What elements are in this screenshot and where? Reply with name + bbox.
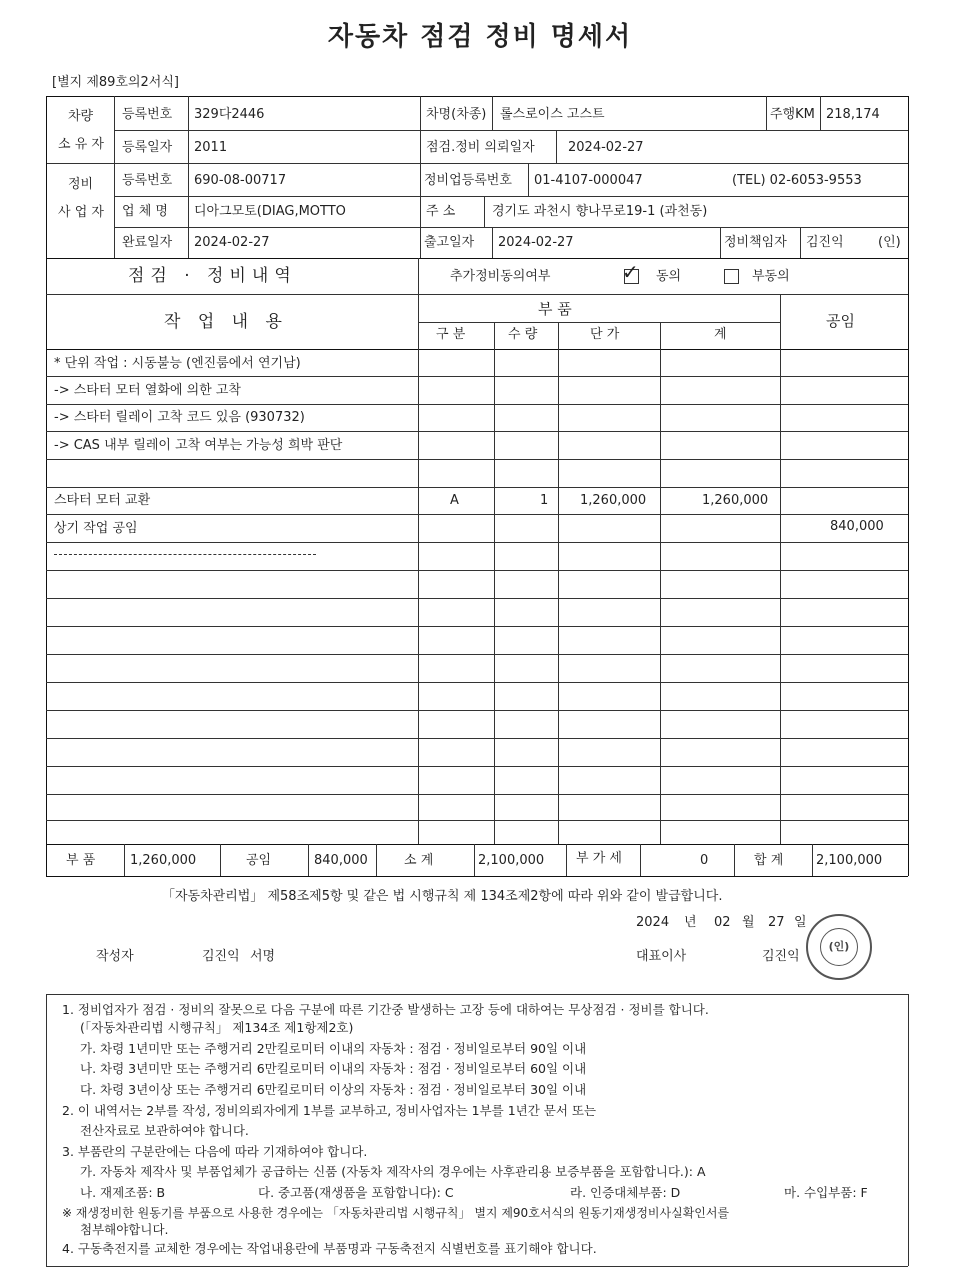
address-label: 주 소 <box>426 204 456 219</box>
dashed-divider <box>54 554 316 555</box>
biz-reg-label: 정비업등록번호 <box>424 173 512 188</box>
work-row-type: A <box>450 493 459 508</box>
writer-label: 작성자 <box>96 949 134 964</box>
issue-statement: 「자동차관리법」 제58조제5항 및 같은 법 시행규칙 제 134조제2항에 따라 위와 같이 발급합니다. <box>162 889 723 904</box>
release-date-label: 출고일자 <box>424 235 475 250</box>
note-line: 전산자료로 보관하여야 합니다. <box>80 1123 249 1138</box>
issue-year: 2024 <box>636 915 670 930</box>
company-name: 디아그모토(DIAG,MOTTO <box>194 204 346 219</box>
note-line: 나. 차령 3년미만 또는 주행거리 6만킬로미터 이내의 자동차 : 점검 · 정비일로부터 60일 이내 <box>80 1061 587 1076</box>
work-content-header: 작 업 내 용 <box>164 312 288 332</box>
issue-day-unit: 일 <box>794 915 807 930</box>
address-value: 경기도 과천시 향나무로19-1 (과천동) <box>492 204 708 219</box>
total-parts-value: 1,260,000 <box>130 853 197 868</box>
type-header: 구 분 <box>436 327 466 342</box>
grand-total-label: 합 계 <box>754 853 784 868</box>
subtotal-label: 소 계 <box>404 853 434 868</box>
issue-month-unit: 월 <box>742 915 755 930</box>
manager-seal-mark: (인) <box>878 235 901 250</box>
note-line: 라. 인증대체부품: D <box>570 1185 681 1200</box>
business-reg-no: 690-08-00717 <box>194 173 287 188</box>
note-line: 2. 이 내역서는 2부를 작성, 정비의뢰자에게 1부를 교부하고, 정비사업자는 1부를 1년간 문서 또는 <box>62 1103 597 1118</box>
total-parts-label: 부 품 <box>66 853 96 868</box>
document-title: 자동차 점검 정비 명세서 <box>327 22 633 52</box>
work-row-qty: 1 <box>540 493 549 508</box>
note-line: (「자동차관리법 시행규칙」 제134조 제1항제2호) <box>80 1020 354 1035</box>
manager-label: 정비책임자 <box>724 235 787 250</box>
work-row-desc: -> 스타터 릴레이 고착 코드 있음 (930732) <box>54 410 305 425</box>
note-line: 3. 부품란의 구분란에는 다음에 따라 기재하여야 합니다. <box>62 1144 368 1159</box>
release-date: 2024-02-27 <box>498 235 574 250</box>
ceo-name: 김진익 <box>762 949 800 964</box>
issue-month: 02 <box>714 915 731 930</box>
disagree-checkbox[interactable] <box>724 269 739 284</box>
done-date-label: 완료일자 <box>122 235 173 250</box>
work-row-desc: 스타터 모터 교환 <box>54 493 151 508</box>
subtotal-value: 2,100,000 <box>478 853 545 868</box>
note-line: 1. 정비업자가 점검 · 정비의 잘못으로 다음 구분에 따른 기간중 발생하는 고장 등에 대하여는 무상점검 · 정비를 합니다. <box>62 1002 709 1017</box>
owner-label-1: 차량 <box>68 109 94 124</box>
note-line: ※ 재생정비한 원동기를 부품으로 사용한 경우에는 「자동차관리법 시행규칙」 별지 제90호서식의 원동기재생정비사실확인서를 <box>62 1206 730 1220</box>
work-row-desc: -> CAS 내부 릴레이 고착 여부는 가능성 희박 판단 <box>54 438 343 453</box>
total-labor-label: 공임 <box>246 853 272 868</box>
unit-price-header: 단 가 <box>590 327 620 342</box>
mileage-value: 218,174 <box>826 107 880 122</box>
car-name: 롤스로이스 고스트 <box>500 107 605 122</box>
work-section-title: 점검 · 정비내역 <box>128 266 297 286</box>
ceo-label: 대표이사 <box>636 949 687 964</box>
note-line: 다. 차령 3년이상 또는 주행거리 6만킬로미터 이상의 자동차 : 점검 · 정비일로부터 30일 이내 <box>80 1082 587 1097</box>
issue-day: 27 <box>768 915 785 930</box>
business-reg-no-label: 등록번호 <box>122 173 173 188</box>
labor-header: 공임 <box>826 312 855 330</box>
note-line: 첨부해야합니다. <box>80 1222 169 1237</box>
work-row-desc: 상기 작업 공임 <box>54 521 138 536</box>
request-date: 2024-02-27 <box>568 140 644 155</box>
work-row-desc: * 단위 작업 : 시동불능 (엔진룸에서 연기남) <box>54 356 301 371</box>
total-labor-value: 840,000 <box>314 853 368 868</box>
biz-reg-no: 01-4107-000047 <box>534 173 643 188</box>
vat-label: 부 가 세 <box>576 851 622 866</box>
check-mark-icon: ✓ <box>622 260 639 284</box>
note-line: 가. 자동차 제작사 및 부품업체가 공급하는 신품 (자동차 제작사의 경우에는 사후관리용 보증부품을 포함합니다.): A <box>80 1164 706 1179</box>
owner-reg-no: 329다2446 <box>194 107 265 122</box>
grand-total-value: 2,100,000 <box>816 853 883 868</box>
business-label-1: 정비 <box>68 177 94 192</box>
company-label: 업 체 명 <box>122 204 168 219</box>
business-label-2: 사 업 자 <box>58 205 104 220</box>
sign-label: 서명 <box>250 949 276 964</box>
writer-name: 김진익 <box>202 949 240 964</box>
agree-label: 동의 <box>656 269 682 284</box>
consent-label: 추가정비동의여부 <box>450 269 551 284</box>
company-seal <box>806 914 872 980</box>
work-row-labor: 840,000 <box>830 519 884 534</box>
request-date-label: 점검.정비 의뢰일자 <box>426 140 535 155</box>
note-line: 가. 차령 1년미만 또는 주행거리 2만킬로미터 이내의 자동차 : 점검 · 정비일로부터 90일 이내 <box>80 1041 587 1056</box>
qty-header: 수 량 <box>508 327 538 342</box>
owner-reg-date: 2011 <box>194 140 228 155</box>
work-row-sum: 1,260,000 <box>702 493 769 508</box>
note-line: 4. 구동축전지를 교체한 경우에는 작업내용란에 부품명과 구동축전지 식별번호를 표기해야 합니다. <box>62 1241 597 1256</box>
disagree-label: 부동의 <box>752 269 790 284</box>
note-line: 마. 수입부품: F <box>784 1185 868 1200</box>
parts-header: 부 품 <box>538 300 572 318</box>
issue-year-unit: 년 <box>684 915 697 930</box>
sum-header: 계 <box>714 327 727 342</box>
owner-reg-date-label: 등록일자 <box>122 140 173 155</box>
seal-mark: (인) <box>828 940 850 953</box>
owner-reg-no-label: 등록번호 <box>122 107 173 122</box>
note-line: 나. 재제조품: B <box>80 1185 166 1200</box>
manager-name: 김진익 <box>806 235 844 250</box>
owner-label-2: 소 유 자 <box>58 137 104 152</box>
vat-value: 0 <box>700 853 709 868</box>
work-row-unit-price: 1,260,000 <box>580 493 647 508</box>
done-date: 2024-02-27 <box>194 235 270 250</box>
note-line: 다. 중고품(재생품을 포함합니다): C <box>258 1185 454 1200</box>
work-row-desc: -> 스타터 모터 열화에 의한 고착 <box>54 383 241 398</box>
car-name-label: 차명(차종) <box>426 107 487 122</box>
mileage-label: 주행KM <box>770 107 815 122</box>
form-number: [별지 제89호의2서식] <box>52 75 179 90</box>
business-tel: (TEL) 02-6053-9553 <box>732 173 862 188</box>
